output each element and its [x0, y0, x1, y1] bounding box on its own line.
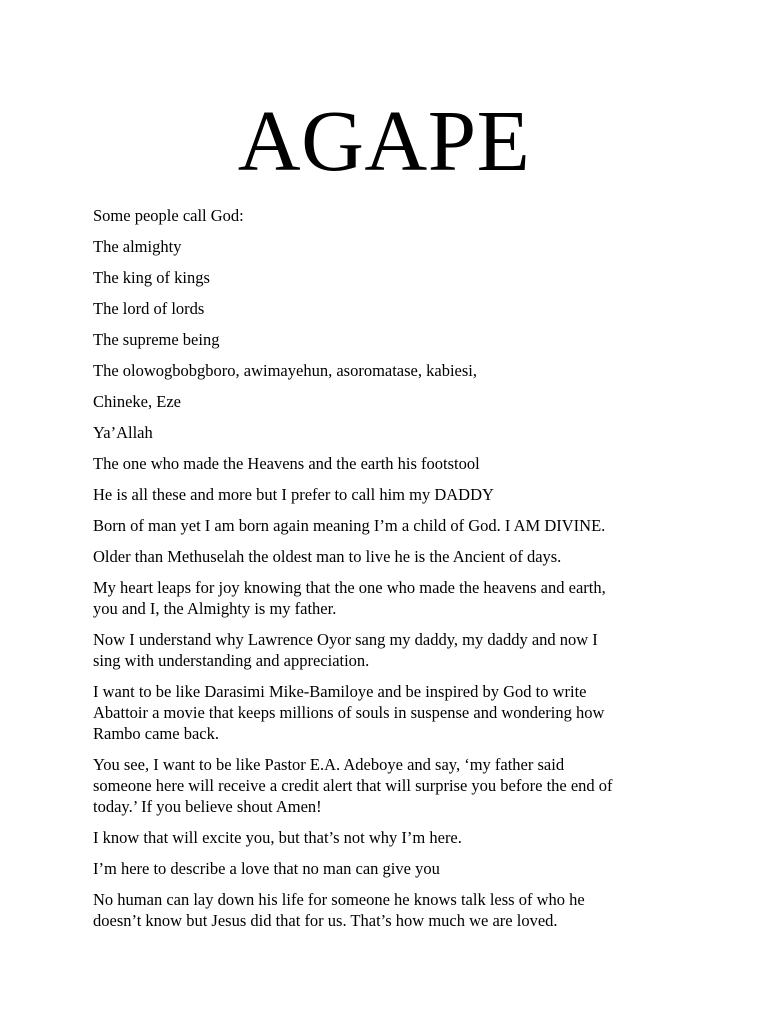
paragraph [93, 858, 693, 879]
paragraph-line: The olowogbobgboro, awimayehun, asoromatase, kabiesi, [93, 361, 477, 380]
paragraph-line: I’m here to describe a love that no man can give you [93, 859, 440, 878]
paragraph-line: He is all these and more but I prefer to call him my DADDY [93, 485, 494, 504]
paragraph [93, 546, 693, 567]
paragraph-line: Abattoir a movie that keeps millions of souls in suspense and wondering how [93, 703, 605, 722]
paragraph [93, 391, 693, 412]
paragraph-line: No human can lay down his life for someone he knows talk less of who he [93, 890, 585, 909]
paragraph-line: Rambo came back. [93, 724, 219, 743]
paragraph [93, 629, 693, 671]
paragraph-line: Now I understand why Lawrence Oyor sang my daddy, my daddy and now I [93, 630, 598, 649]
paragraph-line: I know that will excite you, but that’s not why I’m here. [93, 828, 462, 847]
paragraph-line: Chineke, Eze [93, 392, 181, 411]
paragraph-line: sing with understanding and appreciation. [93, 651, 370, 670]
paragraph-line: Some people call God: [93, 206, 244, 225]
document-title: AGAPE [237, 92, 531, 189]
paragraph-line: Older than Methuselah the oldest man to live he is the Ancient of days. [93, 547, 562, 566]
paragraph-line: You see, I want to be like Pastor E.A. Adeboye and say, ‘my father said [93, 755, 565, 774]
paragraph-line: someone here will receive a credit alert that will surprise you before the end of [93, 776, 613, 795]
paragraph [93, 267, 693, 288]
paragraph [93, 329, 693, 350]
paragraph-line: The one who made the Heavens and the earth his footstool [93, 454, 480, 473]
paragraph [93, 298, 693, 319]
paragraph [93, 453, 693, 474]
paragraph-line: My heart leaps for joy knowing that the one who made the heavens and earth, [93, 578, 606, 597]
paragraph-line: you and I, the Almighty is my father. [93, 599, 337, 618]
paragraph [93, 577, 693, 619]
paragraph [93, 360, 693, 381]
paragraph [93, 205, 693, 226]
paragraph-line: doesn’t know but Jesus did that for us. That’s how much we are loved. [93, 911, 558, 930]
document-body [93, 205, 693, 941]
paragraph-line: The king of kings [93, 268, 210, 287]
paragraph-line: I want to be like Darasimi Mike-Bamiloye and be inspired by God to write [93, 682, 587, 701]
paragraph [93, 827, 693, 848]
paragraph [93, 515, 693, 536]
paragraph-line: The supreme being [93, 330, 220, 349]
paragraph [93, 484, 693, 505]
paragraph [93, 681, 693, 744]
paragraph [93, 754, 693, 817]
paragraph-line: Ya’Allah [93, 423, 153, 442]
paragraph [93, 889, 693, 931]
paragraph-line: The almighty [93, 237, 182, 256]
paragraph [93, 422, 693, 443]
paragraph-line: Born of man yet I am born again meaning I’m a child of God. I AM DIVINE. [93, 516, 606, 535]
paragraph-line: today.’ If you believe shout Amen! [93, 797, 322, 816]
paragraph [93, 236, 693, 257]
paragraph-line: The lord of lords [93, 299, 205, 318]
